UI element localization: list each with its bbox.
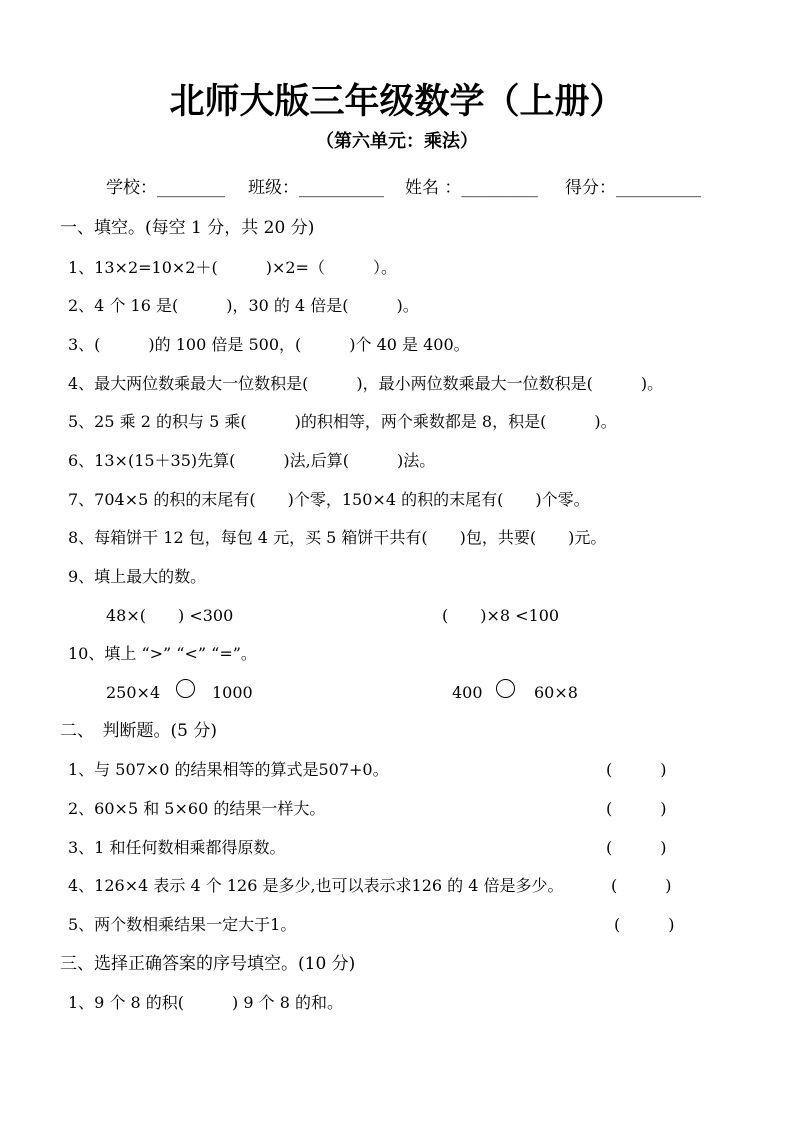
s2-answer-bracket-3[interactable]: ( )	[606, 838, 667, 857]
s2-answer-bracket-5[interactable]: ( )	[614, 915, 675, 934]
s2-answer-bracket-2[interactable]: ( )	[606, 799, 667, 818]
compare-circle-2[interactable]	[496, 679, 515, 701]
s2-answer-bracket-4[interactable]: ( )	[611, 876, 672, 895]
q9-right-expression: ( )×8 <100	[442, 606, 560, 625]
q10-right-a: 400	[452, 683, 483, 702]
q9-left-expression: 48×( ) <300	[106, 606, 234, 625]
s1-question-9: 9、填上最大的数。	[68, 567, 207, 586]
page-title: 北师大版三年级数学（上册）	[169, 81, 625, 122]
section-3-heading: 三、选择正确答案的序号填空。(10 分)	[60, 954, 356, 974]
s2-question-4: 4、126×4 表示 4 个 126 是多少,也可以表示求126 的 4 倍是多少。	[68, 876, 564, 895]
s2-question-5: 5、两个数相乘结果一定大于1。	[68, 915, 297, 934]
s2-question-1: 1、与 507×0 的结果相等的算式是507+0。	[68, 760, 389, 779]
s2-question-3: 3、1 和任何数相乘都得原数。	[68, 838, 286, 857]
school-field[interactable]: 学校：________	[106, 178, 225, 198]
s1-question-4: 4、最大两位数乘最大一位数积是( )，最小两位数乘最大一位数积是( )。	[68, 374, 664, 393]
q10-right-b: 60×8	[534, 683, 578, 702]
s1-question-6: 6、13×(15＋35)先算( )法,后算( )法。	[68, 451, 436, 470]
q10-left-b: 1000	[212, 683, 253, 702]
s1-question-7: 7、704×5 的积的末尾有( )个零，150×4 的积的末尾有( )个零。	[68, 490, 590, 509]
score-field[interactable]: 得分：__________	[565, 178, 701, 198]
s1-question-1: 1、13×2=10×2＋( )×2=（ ）。	[68, 258, 397, 277]
name-field[interactable]: 姓名 ：_________	[405, 178, 538, 198]
s1-question-3: 3、( )的 100 倍是 500，( )个 40 是 400。	[68, 335, 470, 354]
section-2-heading: 二、 判断题。(5 分)	[60, 721, 217, 741]
q10-left-a: 250×4	[106, 683, 161, 702]
class-field[interactable]: 班级：__________	[248, 178, 384, 198]
s1-question-10: 10、填上 “>” “<” “=”。	[68, 644, 257, 663]
section-1-heading: 一、填空。(每空 1 分，共 20 分)	[60, 218, 315, 238]
s1-question-5: 5、25 乘 2 的积与 5 乘( )的积相等，两个乘数都是 8，积是( )。	[68, 412, 617, 431]
page-subtitle: （第六单元：乘法）	[316, 131, 478, 152]
s3-question-1: 1、9 个 8 的积( ) 9 个 8 的和。	[68, 993, 343, 1012]
s1-question-2: 2、4 个 16 是( )，30 的 4 倍是( )。	[68, 296, 419, 315]
s2-answer-bracket-1[interactable]: ( )	[606, 760, 667, 779]
compare-circle-1[interactable]	[176, 679, 195, 701]
s2-question-2: 2、60×5 和 5×60 的结果一样大。	[68, 799, 326, 818]
s1-question-8: 8、每箱饼干 12 包，每包 4 元，买 5 箱饼干共有( )包，共要( )元。	[68, 528, 607, 547]
